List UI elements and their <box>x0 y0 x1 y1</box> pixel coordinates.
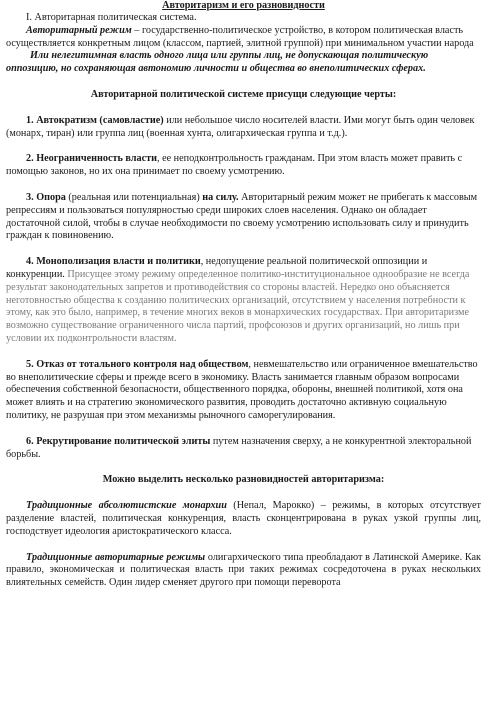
spacer <box>6 76 481 89</box>
spacer <box>6 346 481 359</box>
spacer <box>6 487 481 500</box>
spacer <box>6 140 481 153</box>
varieties-heading: Можно выделить несколько разновидностей авторитаризма: <box>102 474 385 486</box>
section-heading: I. Авторитарная политическая система. <box>26 12 197 23</box>
feature-3-term-2: на силу. <box>202 191 239 203</box>
variety-1-paragraph <box>6 500 481 538</box>
definition-term: Авторитарный режим <box>26 24 132 36</box>
feature-3-mid: (реальная или потенциальная) <box>65 191 203 203</box>
document-title: Авторитаризм и его разновидности <box>162 0 325 11</box>
feature-5-term: 5. Отказ от тотального контроля над обществом <box>26 358 249 370</box>
variety-1-term: Традиционные абсолютистские монархии <box>26 500 227 512</box>
feature-4-gray-text: Присущее этому режиму определенное политико-институциональное однообразие не всегда результат законодательных запретов и противодействия со стороны властей. Нередко оно объясняется неготовностью общества к созданию политических организаций, отсутствием у населения потребности к этому, как это было, например, в течение многих веков в монархических государствах. При авторитаризме возможно существование ограниченного числа партий, профсоюзов и других организаций, но лишь при условии их подконтрольности властям. <box>6 268 470 344</box>
spacer <box>6 179 481 192</box>
feature-4-paragraph <box>6 256 481 346</box>
variety-2-term: Традиционные авторитарные режимы <box>26 551 206 563</box>
definition-paragraph <box>6 25 481 51</box>
definition-text: – государственно-политическое устройство, в котором политическая власть осуществляется конкретным лицом (классом, партией, элитной группой) при минимальном участии народа <box>6 24 474 49</box>
feature-1-text: или небольшое число носителей власти. Ими могут быть один человек (монарх, тиран) или группа лиц (военная хунта, олигархическая группа и т.д.). <box>6 114 475 139</box>
feature-1-paragraph <box>6 115 481 141</box>
spacer <box>6 423 481 436</box>
spacer <box>6 243 481 256</box>
variety-2-text: олигархического типа преобладают в Латинской Америке. Как правило, экономическая и политическая власть при таких режимах сосредоточена в руках нескольких влиятельных семейств. Один лидер сменяет другого при помощи переворота <box>6 551 482 589</box>
feature-3-text: Авторитарный режим может не прибегать к массовым репрессиям и пользоваться популярностью среди широких слоев населения. Однако он обладает достаточной силой, чтобы в случае необходимости по своему усмотрению использовать силу и принудить граждан к повиновению. <box>6 191 478 242</box>
emphasis-paragraph: Или нелегитимная власть одного лица или группы лиц, не допускающая политическую оппозицию, но сохраняющая автономию личности и общества во внеполитических сферах. <box>6 50 429 75</box>
variety-1-text: (Непал, Марокко) – режимы, в которых отсутствует разделение властей, политическая конкуренция, власть сконцентрирована в руках узкой группы лиц, господствует идеология аристократического класса. <box>6 500 481 537</box>
feature-6-paragraph <box>6 436 481 462</box>
feature-2-paragraph <box>6 153 481 179</box>
spacer <box>6 102 481 115</box>
feature-2-term: 2. Неограниченность власти <box>26 153 157 165</box>
spacer <box>6 539 481 552</box>
feature-2-text: , ее неподконтрольность гражданам. При этом власть может править с помощью законов, но их она принимает по своему усмотрению. <box>6 153 463 178</box>
variety-2-paragraph <box>6 552 481 590</box>
feature-1-term: 1. Автократизм (самовластие) <box>26 114 164 126</box>
spacer <box>6 461 481 474</box>
feature-5-text: , невмешательство или ограниченное вмешательство во внеполитические сферы и прежде всего в экономику. Власть занимается главным образом вопросами обеспечения собственной безопасности, общественного порядка, обороны, внешней политикой, хотя она может влиять и на стратегию экономического развития, проводить достаточно активную социальную политику, не разрушая при этом механизмы рыночного саморегулирования. <box>6 358 478 421</box>
feature-3-paragraph <box>6 192 481 243</box>
feature-4-term: 4. Монополизация власти и политики <box>26 256 201 268</box>
feature-5-paragraph <box>6 359 481 423</box>
features-heading: Авторитарной политической системе присущи следующие черты: <box>90 88 397 100</box>
feature-6-term: 6. Рекрутирование политической элиты <box>26 435 211 447</box>
feature-6-text: путем назначения сверху, а не конкурентной электоральной борьбы. <box>6 435 472 460</box>
feature-4-text: , недопущение реальной политической оппозиции и конкуренции. <box>6 256 428 280</box>
feature-3-term: 3. Опора <box>26 191 66 203</box>
